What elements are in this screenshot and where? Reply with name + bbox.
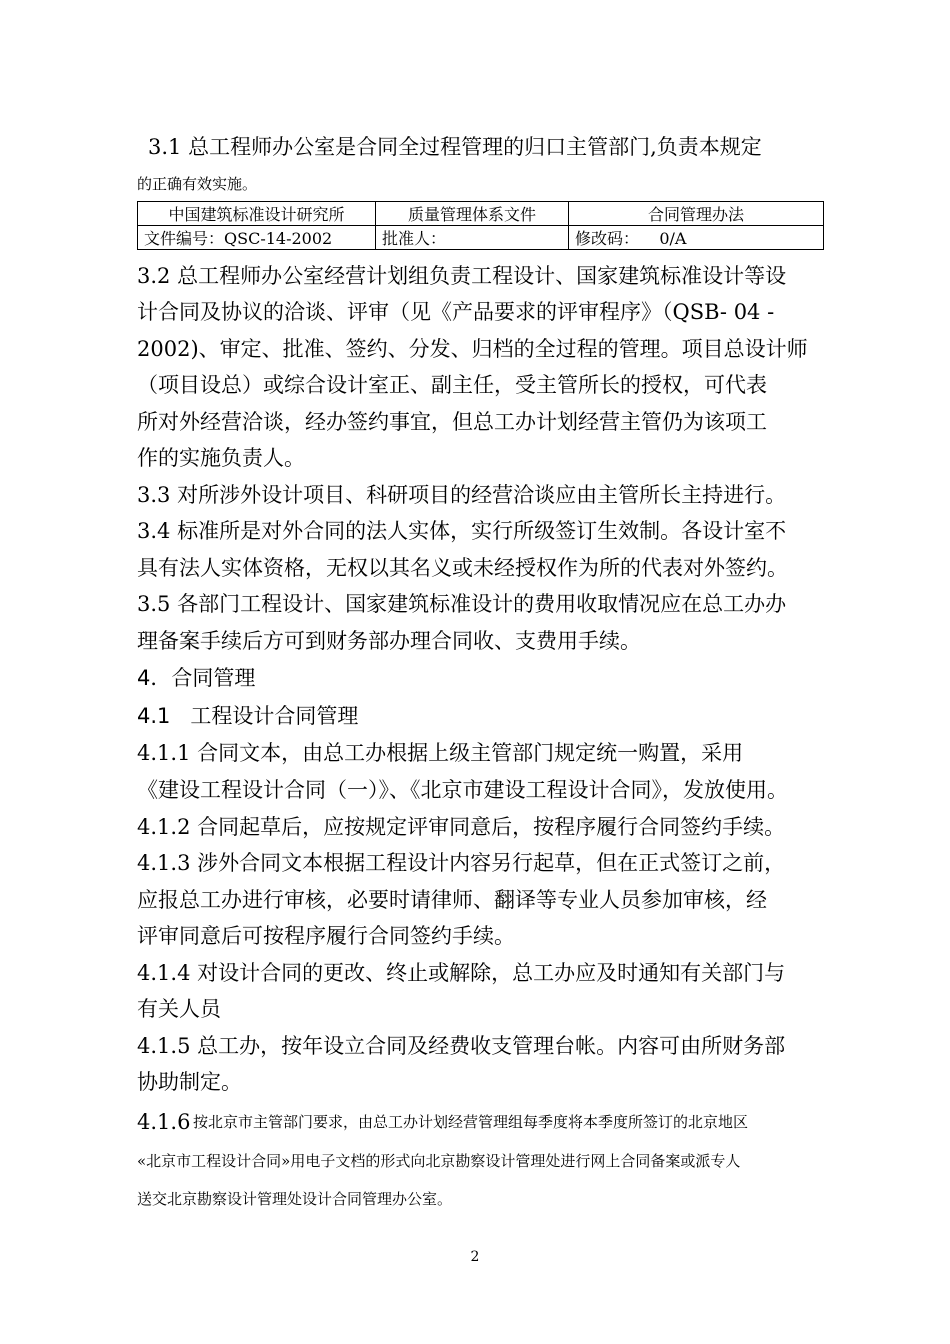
system-cell: 质量管理体系文件	[376, 202, 569, 226]
section-4-1-line: 4.1.3 涉外合同文本根据工程设计内容另行起草，但在正式签订之前，	[137, 851, 786, 875]
section-4-1-line: 评审同意后可按程序履行合同签约手续。	[137, 924, 515, 948]
section-4-1-line: 4.1.5 总工办，按年设立合同及经费收支管理台帐。内容可由所财务部	[137, 1034, 786, 1058]
section-4-1-line: 有关人员	[137, 997, 221, 1021]
body-line: 所对外经营洽谈，经办签约事宜，但总工办计划经营主管仍为该项工	[137, 410, 767, 434]
doc-title-cell: 合同管理办法	[569, 202, 824, 226]
revision-cell: 修改码： 0/A	[569, 226, 824, 250]
item-4-1-6-line-2: «北京市工程设计合同»用电子文档的形式向北京勘察设计管理处进行网上合同备案或派专人	[137, 1152, 741, 1170]
body-line: 3.4 标准所是对外合同的法人实体，实行所级签订生效制。各设计室不	[137, 519, 787, 543]
body-line: 3.5 各部门工程设计、国家建筑标准设计的费用收取情况应在总工办办	[137, 592, 787, 616]
body-line: 3.3 对所涉外设计项目、科研项目的经营洽谈应由主管所长主持进行。	[137, 483, 787, 507]
file-number-cell: 文件编号：QSC-14-2002	[138, 226, 376, 250]
page-number: 2	[470, 1249, 480, 1265]
body-line: 3.2 总工程师办公室经营计划组负责工程设计、国家建筑标准设计等设	[137, 264, 787, 288]
item-4-1-6-line-3: 送交北京勘察设计管理处设计合同管理办公室。	[137, 1190, 453, 1208]
section-4-heading: 4．合同管理	[137, 666, 256, 690]
section-4-1-line: 协助制定。	[137, 1070, 242, 1094]
section-4-1-line: 应报总工办进行审核，必要时请律师、翻译等专业人员参加审核，经	[137, 888, 767, 912]
body-line: 2002)、审定、批准、签约、分发、归档的全过程的管理。项目总设计师	[137, 337, 808, 361]
section-4-1-line: 4.1.1 合同文本，由总工办根据上级主管部门规定统一购置，采用	[137, 741, 744, 765]
body-line: （项目设总）或综合设计室正、副主任，受主管所长的授权，可代表	[137, 373, 767, 397]
approver-cell: 批准人：	[376, 226, 569, 250]
section-4-1-line: 4.1.2 合同起草后，应按规定评审同意后，按程序履行合同签约手续。	[137, 815, 786, 839]
body-line: 计合同及协议的洽谈、评审（见《产品要求的评审程序》（QSB- 04 -	[137, 300, 775, 324]
section-4-1-heading: 4.1 工程设计合同管理	[137, 704, 359, 728]
section-4-1-line: 4.1.4 对设计合同的更改、终止或解除，总工办应及时通知有关部门与	[137, 961, 786, 985]
document-header-table	[137, 201, 824, 250]
body-line: 作的实施负责人。	[137, 446, 305, 470]
clause-3-1-line-1: 3.1 总工程师办公室是合同全过程管理的归口主管部门,负责本规定	[148, 135, 762, 159]
body-line: 具有法人实体资格，无权以其名义或未经授权作为所的代表对外签约。	[137, 556, 788, 580]
item-4-1-6-line-1: 按北京市主管部门要求，由总工办计划经营管理组每季度将本季度所签订的北京地区	[193, 1113, 749, 1131]
clause-3-1-line-2: 的正确有效实施。	[137, 175, 258, 193]
section-4-1-line: 《建设工程设计合同（一）》、《北京市建设工程设计合同》，发放使用。	[137, 778, 788, 802]
org-name-cell: 中国建筑标准设计研究所	[138, 202, 376, 226]
header-row-1	[138, 202, 824, 226]
item-4-1-6-number: 4.1.6	[137, 1110, 191, 1134]
body-line: 理备案手续后方可到财务部办理合同收、支费用手续。	[137, 629, 641, 653]
header-row-2	[138, 226, 824, 250]
